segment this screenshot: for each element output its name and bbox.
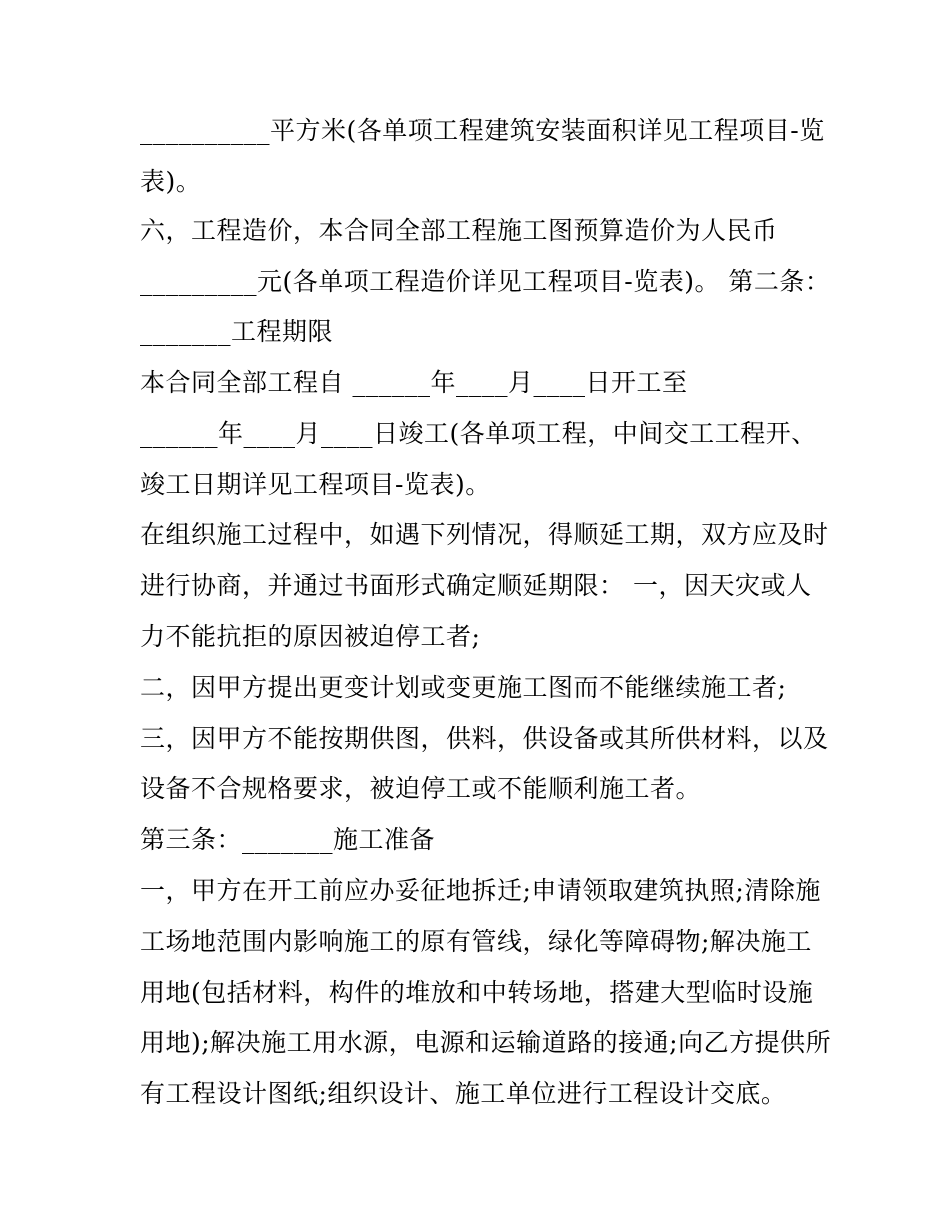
line-text: 有工程设计图纸;组织设计、施工单位进行工程设计交底。 [140, 1079, 787, 1108]
line-text: 进行协商，并通过书面形式确定顺延期限： 一，因天灾或人 [140, 571, 812, 600]
line-text: ______年____月____日竣工(各单项工程，中间交工工程开、 [140, 419, 817, 448]
line-text: 第三条：_______施工准备 [140, 825, 436, 854]
line-12 [140, 671, 820, 705]
line-text: 设备不合规格要求，被迫停工或不能顺利施工者。 [140, 774, 702, 803]
line-1 [140, 114, 825, 148]
line-15 [140, 823, 820, 857]
line-16 [140, 874, 820, 908]
line-text: 二，因甲方提出更变计划或变更施工图而不能继续施工者; [140, 673, 787, 702]
line-text: 用地);解决施工用水源，电源和运输道路的接通;向乙方提供所 [140, 1028, 832, 1057]
blank-area: __________ [140, 116, 270, 145]
line-text: 竣工日期详见工程项目-览表)。 [140, 470, 491, 499]
line-14 [140, 772, 820, 806]
line-text: 一，甲方在开工前应办妥征地拆迁;申请领取建筑执照;清除施 [140, 876, 821, 905]
line-3 [140, 214, 820, 248]
line-text: 元(各单项工程造价详见工程项目-览表)。 第二条： [257, 267, 831, 296]
line-text: 用地(包括材料，构件的堆放和中转场地，搭建大型临时设施 [140, 978, 814, 1007]
line-13 [140, 722, 829, 756]
line-4 [140, 265, 831, 299]
blank-article: _______ [140, 317, 231, 346]
line-text: 在组织施工过程中，如遇下列情况，得顺延工期，双方应及时 [140, 520, 829, 549]
line-5 [140, 315, 820, 349]
line-text: 平方米(各单项工程建筑安装面积详见工程项目-览 [270, 116, 825, 145]
line-19 [140, 1026, 832, 1060]
line-9 [140, 518, 829, 552]
line-8 [140, 468, 820, 502]
line-text: 工程期限 [231, 317, 334, 346]
line-text: 表)。 [140, 167, 202, 196]
line-6 [140, 366, 820, 400]
line-11 [140, 620, 820, 654]
line-text: 三，因甲方不能按期供图，供料，供设备或其所供材料，以及 [140, 724, 829, 753]
line-text: 力不能抗拒的原因被迫停工者; [140, 622, 481, 651]
line-text: 六，工程造价，本合同全部工程施工图预算造价为人民币 [140, 216, 778, 245]
line-text: 工场地范围内影响施工的原有管线，绿化等障碍物;解决施工 [140, 927, 812, 956]
line-18 [140, 976, 820, 1010]
blank-price: _________ [140, 267, 257, 296]
line-7 [140, 417, 820, 451]
line-20 [140, 1077, 820, 1111]
line-17 [140, 925, 820, 959]
line-10 [140, 569, 820, 603]
line-2 [140, 165, 820, 199]
line-text: 本合同全部工程自 ______年____月____日开工至 [140, 368, 688, 397]
